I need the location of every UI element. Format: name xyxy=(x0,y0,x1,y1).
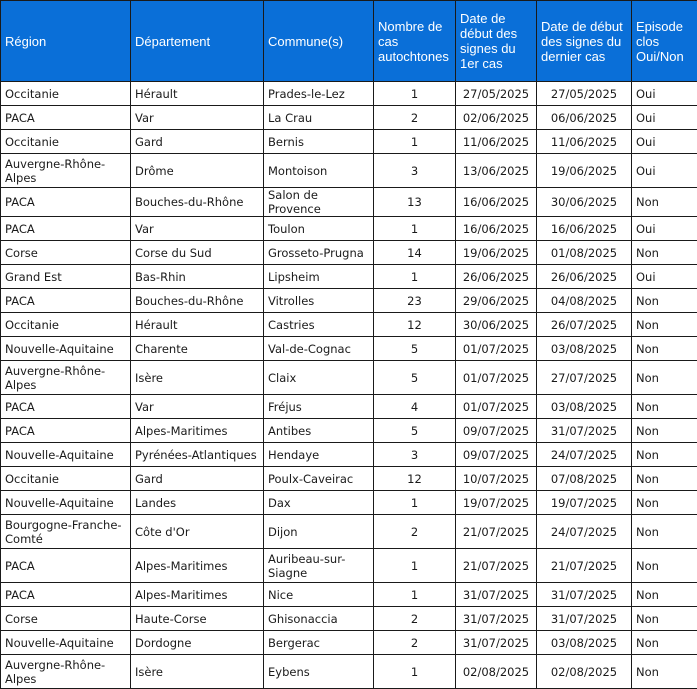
cell-commune: Eybens xyxy=(264,655,374,689)
cell-departement: Dordogne xyxy=(131,631,264,655)
cell-commune: Lipsheim xyxy=(264,265,374,289)
cell-departement: Bouches-du-Rhône xyxy=(131,188,264,217)
table-row xyxy=(1,313,697,337)
table-row xyxy=(1,631,697,655)
header-communes: Commune(s) xyxy=(264,1,374,82)
cell-episode-clos: Non xyxy=(632,289,697,313)
cell-nombre-cas: 5 xyxy=(374,419,456,443)
cell-departement: Charente xyxy=(131,337,264,361)
cell-episode-clos: Oui xyxy=(632,265,697,289)
table-row xyxy=(1,443,697,467)
cell-commune: Vitrolles xyxy=(264,289,374,313)
table-row xyxy=(1,188,697,217)
cell-region: PACA xyxy=(1,106,131,130)
cell-date-premier-cas: 19/06/2025 xyxy=(456,241,537,265)
cell-region: Occitanie xyxy=(1,313,131,337)
cell-date-premier-cas: 30/06/2025 xyxy=(456,313,537,337)
cell-departement: Var xyxy=(131,106,264,130)
cell-region: PACA xyxy=(1,289,131,313)
cell-departement: Hérault xyxy=(131,313,264,337)
cell-commune: Prades-le-Lez xyxy=(264,82,374,106)
cell-region: Nouvelle-Aquitaine xyxy=(1,443,131,467)
table-row xyxy=(1,154,697,188)
table-row xyxy=(1,130,697,154)
cell-commune: Hendaye xyxy=(264,443,374,467)
table-header-row xyxy=(1,1,697,82)
cell-nombre-cas: 4 xyxy=(374,395,456,419)
cell-date-dernier-cas: 19/06/2025 xyxy=(537,154,632,188)
cell-episode-clos: Non xyxy=(632,549,697,583)
cell-departement: Alpes-Maritimes xyxy=(131,549,264,583)
cell-date-premier-cas: 09/07/2025 xyxy=(456,443,537,467)
cell-date-premier-cas: 27/05/2025 xyxy=(456,82,537,106)
cell-date-premier-cas: 01/07/2025 xyxy=(456,361,537,395)
table-row xyxy=(1,337,697,361)
cell-episode-clos: Non xyxy=(632,631,697,655)
cell-episode-clos: Non xyxy=(632,395,697,419)
table-row xyxy=(1,241,697,265)
cell-departement: Alpes-Maritimes xyxy=(131,419,264,443)
cell-date-premier-cas: 21/07/2025 xyxy=(456,515,537,549)
cell-episode-clos: Non xyxy=(632,188,697,217)
cell-date-dernier-cas: 26/06/2025 xyxy=(537,265,632,289)
table-row xyxy=(1,265,697,289)
cell-date-dernier-cas: 02/08/2025 xyxy=(537,655,632,689)
cell-departement: Hérault xyxy=(131,82,264,106)
cell-date-dernier-cas: 27/05/2025 xyxy=(537,82,632,106)
cell-nombre-cas: 3 xyxy=(374,154,456,188)
cell-commune: Montoison xyxy=(264,154,374,188)
cell-nombre-cas: 2 xyxy=(374,631,456,655)
cell-nombre-cas: 5 xyxy=(374,361,456,395)
cell-commune: Auribeau-sur-Siagne xyxy=(264,549,374,583)
cell-date-premier-cas: 16/06/2025 xyxy=(456,217,537,241)
table-row xyxy=(1,491,697,515)
cell-date-premier-cas: 21/07/2025 xyxy=(456,549,537,583)
cell-commune: Fréjus xyxy=(264,395,374,419)
cell-departement: Drôme xyxy=(131,154,264,188)
cell-nombre-cas: 1 xyxy=(374,549,456,583)
cell-region: Nouvelle-Aquitaine xyxy=(1,631,131,655)
cell-nombre-cas: 12 xyxy=(374,467,456,491)
cell-region: Occitanie xyxy=(1,130,131,154)
table-row xyxy=(1,217,697,241)
cell-episode-clos: Non xyxy=(632,491,697,515)
cell-episode-clos: Non xyxy=(632,419,697,443)
cell-commune: Grosseto-Prugna xyxy=(264,241,374,265)
cell-date-premier-cas: 01/07/2025 xyxy=(456,337,537,361)
cell-episode-clos: Oui xyxy=(632,82,697,106)
cell-nombre-cas: 12 xyxy=(374,313,456,337)
cell-region: Auvergne-Rhône-Alpes xyxy=(1,361,131,395)
cell-date-dernier-cas: 31/07/2025 xyxy=(537,607,632,631)
cell-episode-clos: Non xyxy=(632,583,697,607)
cell-date-dernier-cas: 19/07/2025 xyxy=(537,491,632,515)
cell-date-premier-cas: 02/08/2025 xyxy=(456,655,537,689)
cell-region: PACA xyxy=(1,583,131,607)
cell-date-dernier-cas: 31/07/2025 xyxy=(537,419,632,443)
table-row xyxy=(1,515,697,549)
cell-date-premier-cas: 31/07/2025 xyxy=(456,583,537,607)
cell-departement: Bas-Rhin xyxy=(131,265,264,289)
cell-region: Nouvelle-Aquitaine xyxy=(1,337,131,361)
header-episode-clos: Episode clos Oui/Non xyxy=(632,1,697,82)
table-row xyxy=(1,289,697,313)
cell-departement: Alpes-Maritimes xyxy=(131,583,264,607)
cell-episode-clos: Oui xyxy=(632,154,697,188)
cell-region: PACA xyxy=(1,549,131,583)
cell-region: Auvergne-Rhône-Alpes xyxy=(1,154,131,188)
header-nombre-cas: Nombre de cas autochtones xyxy=(374,1,456,82)
cell-date-premier-cas: 02/06/2025 xyxy=(456,106,537,130)
cell-departement: Haute-Corse xyxy=(131,607,264,631)
cell-date-premier-cas: 19/07/2025 xyxy=(456,491,537,515)
cell-nombre-cas: 23 xyxy=(374,289,456,313)
cell-nombre-cas: 2 xyxy=(374,106,456,130)
cell-departement: Landes xyxy=(131,491,264,515)
table-row xyxy=(1,82,697,106)
cell-commune: Claix xyxy=(264,361,374,395)
cell-commune: Val-de-Cognac xyxy=(264,337,374,361)
cell-date-dernier-cas: 21/07/2025 xyxy=(537,549,632,583)
cell-date-dernier-cas: 26/07/2025 xyxy=(537,313,632,337)
cell-date-dernier-cas: 27/07/2025 xyxy=(537,361,632,395)
cell-episode-clos: Oui xyxy=(632,106,697,130)
cell-commune: Toulon xyxy=(264,217,374,241)
cell-episode-clos: Oui xyxy=(632,130,697,154)
cell-region: Corse xyxy=(1,241,131,265)
cell-nombre-cas: 14 xyxy=(374,241,456,265)
cell-nombre-cas: 2 xyxy=(374,515,456,549)
cell-region: PACA xyxy=(1,395,131,419)
cell-nombre-cas: 1 xyxy=(374,217,456,241)
table-row xyxy=(1,467,697,491)
cell-nombre-cas: 2 xyxy=(374,607,456,631)
cell-episode-clos: Non xyxy=(632,241,697,265)
cell-commune: Antibes xyxy=(264,419,374,443)
cell-date-premier-cas: 16/06/2025 xyxy=(456,188,537,217)
cell-region: Corse xyxy=(1,607,131,631)
cell-date-premier-cas: 09/07/2025 xyxy=(456,419,537,443)
cell-date-dernier-cas: 30/06/2025 xyxy=(537,188,632,217)
cell-nombre-cas: 1 xyxy=(374,265,456,289)
cell-departement: Gard xyxy=(131,130,264,154)
cell-region: Occitanie xyxy=(1,467,131,491)
cell-episode-clos: Non xyxy=(632,515,697,549)
cell-date-premier-cas: 31/07/2025 xyxy=(456,607,537,631)
cell-commune: Nice xyxy=(264,583,374,607)
cell-nombre-cas: 5 xyxy=(374,337,456,361)
cell-episode-clos: Non xyxy=(632,313,697,337)
cell-region: PACA xyxy=(1,217,131,241)
cell-region: Grand Est xyxy=(1,265,131,289)
cell-date-dernier-cas: 03/08/2025 xyxy=(537,337,632,361)
cell-date-dernier-cas: 04/08/2025 xyxy=(537,289,632,313)
cell-episode-clos: Non xyxy=(632,443,697,467)
cell-nombre-cas: 1 xyxy=(374,655,456,689)
cell-departement: Corse du Sud xyxy=(131,241,264,265)
cell-region: Auvergne-Rhône-Alpes xyxy=(1,655,131,689)
cell-region: Nouvelle-Aquitaine xyxy=(1,491,131,515)
cell-region: PACA xyxy=(1,188,131,217)
header-departement: Département xyxy=(131,1,264,82)
cell-date-dernier-cas: 11/06/2025 xyxy=(537,130,632,154)
cell-commune: Ghisonaccia xyxy=(264,607,374,631)
cell-nombre-cas: 1 xyxy=(374,130,456,154)
cell-departement: Gard xyxy=(131,467,264,491)
cell-date-premier-cas: 29/06/2025 xyxy=(456,289,537,313)
cell-date-dernier-cas: 16/06/2025 xyxy=(537,217,632,241)
cell-date-dernier-cas: 24/07/2025 xyxy=(537,515,632,549)
table-row xyxy=(1,655,697,689)
cell-commune: Salon de Provence xyxy=(264,188,374,217)
cell-episode-clos: Oui xyxy=(632,217,697,241)
cell-date-premier-cas: 31/07/2025 xyxy=(456,631,537,655)
cell-episode-clos: Non xyxy=(632,467,697,491)
cell-date-premier-cas: 01/07/2025 xyxy=(456,395,537,419)
cell-nombre-cas: 1 xyxy=(374,82,456,106)
cell-departement: Isère xyxy=(131,361,264,395)
cell-date-premier-cas: 26/06/2025 xyxy=(456,265,537,289)
cell-date-dernier-cas: 01/08/2025 xyxy=(537,241,632,265)
cell-commune: Bernis xyxy=(264,130,374,154)
cell-commune: Poulx-Caveirac xyxy=(264,467,374,491)
table-row xyxy=(1,607,697,631)
cell-departement: Côte d'Or xyxy=(131,515,264,549)
cell-region: Occitanie xyxy=(1,82,131,106)
cell-departement: Var xyxy=(131,395,264,419)
cell-date-dernier-cas: 03/08/2025 xyxy=(537,395,632,419)
header-date-dernier-cas: Date de début des signes du dernier cas xyxy=(537,1,632,82)
header-date-premier-cas: Date de début des signes du 1er cas xyxy=(456,1,537,82)
cell-episode-clos: Non xyxy=(632,337,697,361)
header-region: Région xyxy=(1,1,131,82)
table-row xyxy=(1,419,697,443)
cell-nombre-cas: 1 xyxy=(374,583,456,607)
cell-departement: Bouches-du-Rhône xyxy=(131,289,264,313)
cell-commune: Bergerac xyxy=(264,631,374,655)
cell-date-premier-cas: 11/06/2025 xyxy=(456,130,537,154)
cell-date-dernier-cas: 24/07/2025 xyxy=(537,443,632,467)
cell-departement: Var xyxy=(131,217,264,241)
cell-date-dernier-cas: 06/06/2025 xyxy=(537,106,632,130)
table-row xyxy=(1,106,697,130)
cell-date-dernier-cas: 07/08/2025 xyxy=(537,467,632,491)
table-row xyxy=(1,583,697,607)
table-row xyxy=(1,361,697,395)
cell-episode-clos: Non xyxy=(632,655,697,689)
cell-episode-clos: Non xyxy=(632,361,697,395)
cell-date-dernier-cas: 31/07/2025 xyxy=(537,583,632,607)
cell-region: PACA xyxy=(1,419,131,443)
cell-date-dernier-cas: 03/08/2025 xyxy=(537,631,632,655)
cell-episode-clos: Non xyxy=(632,607,697,631)
cell-departement: Isère xyxy=(131,655,264,689)
cell-date-premier-cas: 13/06/2025 xyxy=(456,154,537,188)
cell-date-premier-cas: 10/07/2025 xyxy=(456,467,537,491)
cell-commune: Dax xyxy=(264,491,374,515)
cell-nombre-cas: 3 xyxy=(374,443,456,467)
cell-commune: La Crau xyxy=(264,106,374,130)
cell-nombre-cas: 13 xyxy=(374,188,456,217)
table-body xyxy=(1,82,697,689)
cell-departement: Pyrénées-Atlantiques xyxy=(131,443,264,467)
cell-region: Bourgogne-Franche-Comté xyxy=(1,515,131,549)
table-row xyxy=(1,395,697,419)
cell-commune: Castries xyxy=(264,313,374,337)
table-row xyxy=(1,549,697,583)
cell-nombre-cas: 1 xyxy=(374,491,456,515)
cell-commune: Dijon xyxy=(264,515,374,549)
